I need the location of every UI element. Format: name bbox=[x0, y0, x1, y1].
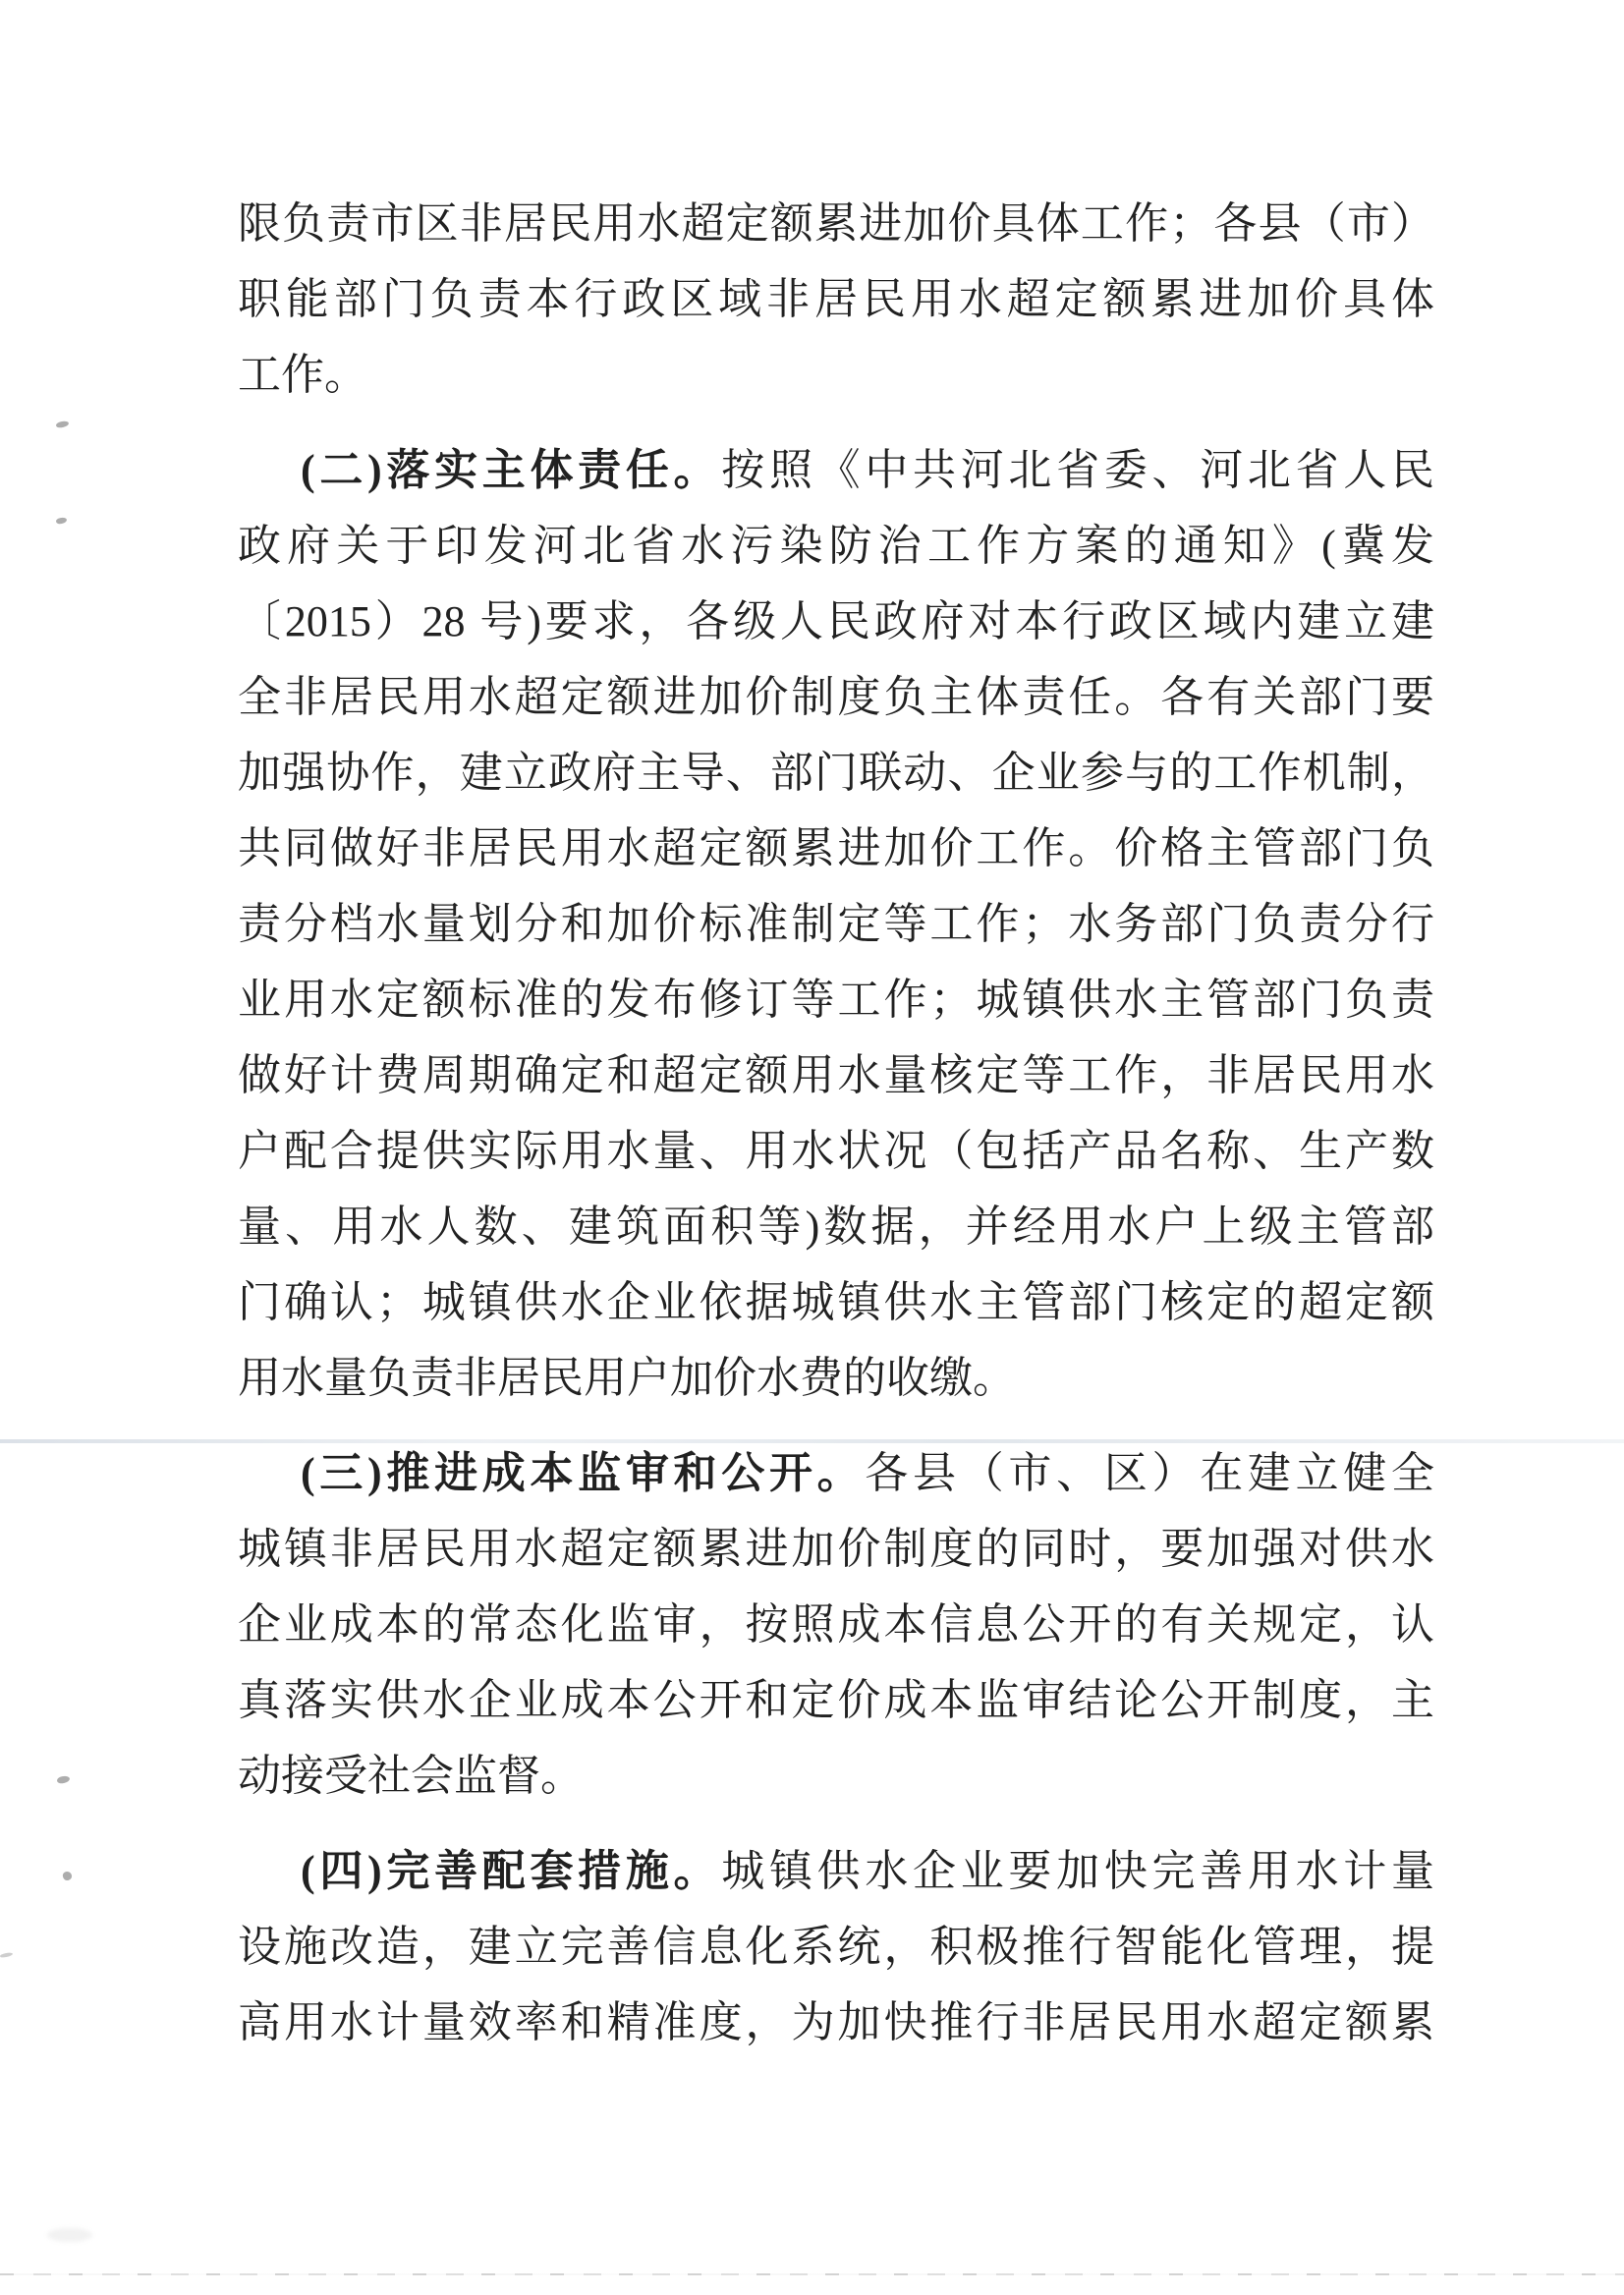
text-line: 高用水计量效率和精准度，为加快推行非居民用水超定额累 bbox=[238, 1998, 1434, 2046]
document-text-block bbox=[238, 186, 1434, 2060]
text-line: 户配合提供实际用水量、用水状况（包括产品名称、生产数 bbox=[238, 1127, 1434, 1175]
text-line: 限负责市区非居民用水超定额累进加价具体工作；各县（市） bbox=[238, 199, 1434, 248]
paragraph-heading-run: (四)完善配套措施。 bbox=[301, 1847, 722, 1895]
text-line: 共同做好非居民用水超定额累进加价工作。价格主管部门负 bbox=[238, 824, 1434, 872]
text-line: 企业成本的常态化监审，按照成本信息公开的有关规定，认 bbox=[238, 1600, 1434, 1649]
scan-speck bbox=[55, 517, 67, 525]
text-line: 加强协作，建立政府主导、部门联动、企业参与的工作机制， bbox=[238, 749, 1434, 797]
text-line: 工作。 bbox=[238, 351, 367, 399]
scan-speck bbox=[56, 420, 70, 429]
scan-speck bbox=[56, 1775, 70, 1785]
scan-artifact-divider-line bbox=[0, 1439, 1624, 1443]
scan-speck bbox=[0, 1952, 13, 1959]
text-line: 设施改造，建立完善信息化系统，积极推行智能化管理，提 bbox=[238, 1923, 1434, 1971]
scan-speck bbox=[62, 1871, 73, 1881]
text-line: 政府关于印发河北省水污染防治工作方案的通知》(冀发 bbox=[238, 522, 1434, 570]
text-line: 真落实供水企业成本公开和定价成本监审结论公开制度，主 bbox=[238, 1676, 1434, 1724]
text-line: (二)落实主体责任。按照《中共河北省委、河北省人民 bbox=[301, 446, 1434, 494]
text-line: 做好计费周期确定和超定额用水量核定等工作，非居民用水 bbox=[238, 1051, 1434, 1099]
text-line: (四)完善配套措施。城镇供水企业要加快完善用水计量 bbox=[301, 1847, 1434, 1895]
text-line: 城镇非居民用水超定额累进加价制度的同时，要加强对供水 bbox=[238, 1525, 1434, 1573]
scan-artifact-bottom-edge-line bbox=[0, 2273, 1624, 2275]
text-line: 责分档水量划分和加价标准制定等工作；水务部门负责分行 bbox=[238, 900, 1434, 948]
text-line: 门确认；城镇供水企业依据城镇供水主管部门核定的超定额 bbox=[238, 1278, 1434, 1326]
text-line: 职能部门负责本行政区域非居民用水超定额累进加价具体 bbox=[238, 275, 1434, 323]
text-line: 量、用水人数、建筑面积等)数据，并经用水户上级主管部 bbox=[238, 1203, 1434, 1251]
text-line: 业用水定额标准的发布修订等工作；城镇供水主管部门负责 bbox=[238, 976, 1434, 1024]
text-line: (三)推进成本监审和公开。各县（市、区）在建立健全 bbox=[301, 1449, 1434, 1497]
scan-smudge bbox=[47, 2228, 92, 2242]
paragraph-heading-run: (二)落实主体责任。 bbox=[301, 446, 722, 494]
text-line: 动接受社会监督。 bbox=[238, 1752, 584, 1800]
text-line: 〔2015）28 号)要求，各级人民政府对本行政区域内建立建 bbox=[238, 597, 1434, 645]
paragraph-heading-run: (三)推进成本监审和公开。 bbox=[301, 1449, 866, 1497]
text-line: 全非居民用水超定额进加价制度负主体责任。各有关部门要 bbox=[238, 673, 1434, 721]
text-line: 用水量负责非居民用户加价水费的收缴。 bbox=[238, 1354, 1016, 1402]
